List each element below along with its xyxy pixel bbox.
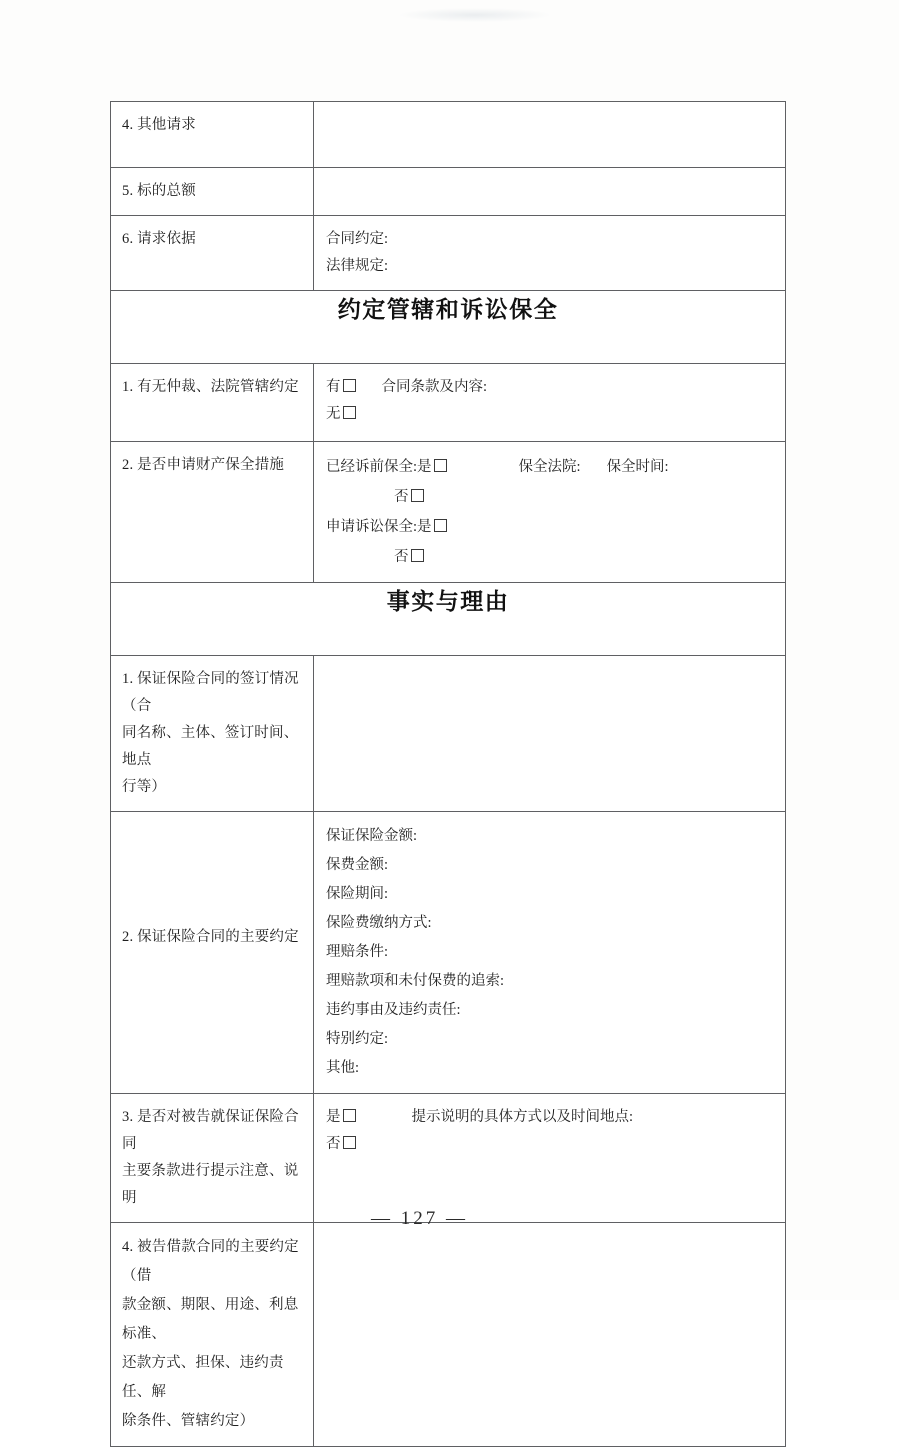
checkbox-disclosure-yes[interactable] (343, 1109, 356, 1122)
row-label: 5. 标的总额 (122, 183, 196, 199)
section-heading-facts: 事实与理由 (111, 583, 786, 656)
row-value-cell-disclosure (314, 1094, 786, 1223)
legal-provision-label: 法律规定: (326, 258, 389, 274)
section-header-row-jurisdiction (111, 291, 786, 364)
option-label-none: 无 (326, 406, 341, 422)
row-label: 6. 请求依据 (122, 231, 196, 247)
table-row (111, 1094, 786, 1223)
term-special-agreement: 特别约定: (326, 1031, 389, 1047)
row-value-cell-total-amount[interactable] (314, 168, 786, 216)
checkbox-litigation-yes[interactable] (434, 519, 447, 532)
row-label-line: 主要条款进行提示注意、说明 (122, 1163, 299, 1206)
preservation-court-label: 保全法院: (518, 459, 581, 475)
row-label-cell-arbitration (111, 364, 314, 442)
term-breach-liability: 违约事由及违约责任: (326, 1002, 461, 1018)
row-value-cell-property-preservation (314, 442, 786, 583)
row-label-cell-disclosure (111, 1094, 314, 1223)
litigation-preservation-label: 申请诉讼保全: (326, 519, 418, 535)
table-row (111, 1223, 786, 1447)
row-value-cell-loan-contract[interactable] (314, 1223, 786, 1447)
term-premium-payment-method: 保险费缴纳方式: (326, 915, 432, 931)
option-label-lit-yes: 是 (417, 519, 432, 535)
row-label-line: 行等） (122, 779, 167, 795)
scan-artifact (400, 8, 550, 22)
contract-agreement-label: 合同约定: (326, 231, 389, 247)
checkbox-disclosure-no[interactable] (343, 1136, 356, 1149)
row-value[interactable] (314, 102, 785, 122)
option-label-pre-yes: 是 (417, 459, 432, 475)
row-label-cell-total-amount (111, 168, 314, 216)
row-label-line: 3. 是否对被告就保证保险合同 (122, 1109, 299, 1152)
row-label-cell-claim-basis (111, 216, 314, 291)
checkbox-litigation-no[interactable] (411, 549, 424, 562)
checkbox-none[interactable] (343, 406, 356, 419)
disclosure-detail-label: 提示说明的具体方式以及时间地点: (411, 1109, 634, 1125)
checkbox-has[interactable] (343, 379, 356, 392)
option-label-pre-no: 否 (394, 489, 409, 505)
row-label: 2. 保证保险合同的主要约定 (122, 929, 299, 945)
row-label-line: 4. 被告借款合同的主要约定（借 (122, 1239, 299, 1284)
legal-form-table (110, 101, 786, 1447)
row-label: 4. 其他请求 (122, 117, 196, 133)
term-claim-recovery: 理赔款项和未付保费的追索: (326, 973, 505, 989)
table-row (111, 102, 786, 168)
row-label-line: 还款方式、担保、违约责任、解 (122, 1355, 284, 1400)
row-value-cell-other-claims[interactable] (314, 102, 786, 168)
table-row (111, 364, 786, 442)
row-label-line: 1. 保证保险合同的签订情况（合 (122, 671, 299, 714)
row-label-cell-loan-contract (111, 1223, 314, 1447)
row-label-cell-main-terms (111, 812, 314, 1094)
preservation-time-label: 保全时间: (606, 459, 669, 475)
table-row (111, 216, 786, 291)
table-row (111, 442, 786, 583)
option-label-lit-no: 否 (394, 549, 409, 565)
term-insured-amount: 保证保险金额: (326, 828, 418, 844)
contract-clause-label: 合同条款及内容: (381, 379, 488, 395)
row-label-line: 款金额、期限、用途、利息标准、 (122, 1297, 299, 1342)
page-number: — 127 — (371, 1208, 468, 1229)
row-value-cell-main-terms (314, 812, 786, 1094)
row-value[interactable] (314, 656, 785, 676)
checkbox-pre-litigation-yes[interactable] (434, 459, 447, 472)
row-value-cell-arbitration (314, 364, 786, 442)
row-label-cell-contract-signing (111, 656, 314, 812)
row-label-cell-property-preservation (111, 442, 314, 583)
row-label: 1. 有无仲裁、法院管辖约定 (122, 379, 299, 395)
term-premium-amount: 保费金额: (326, 857, 389, 873)
row-value[interactable] (314, 168, 785, 188)
term-claim-conditions: 理赔条件: (326, 944, 389, 960)
option-label-disclosure-no: 否 (326, 1136, 341, 1152)
row-label: 2. 是否申请财产保全措施 (122, 457, 285, 473)
section-header-row-facts (111, 583, 786, 656)
term-other: 其他: (326, 1060, 360, 1076)
option-label-disclosure-yes: 是 (326, 1109, 341, 1125)
term-insurance-period: 保险期间: (326, 886, 389, 902)
checkbox-pre-litigation-no[interactable] (411, 489, 424, 502)
table-row (111, 812, 786, 1094)
row-value-cell-contract-signing[interactable] (314, 656, 786, 812)
pre-litigation-preservation-label: 已经诉前保全: (326, 459, 418, 475)
row-label-line: 同名称、主体、签订时间、地点 (122, 725, 299, 768)
table-row (111, 168, 786, 216)
section-heading-jurisdiction: 约定管辖和诉讼保全 (111, 291, 786, 364)
row-label-cell-other-claims (111, 102, 314, 168)
option-label-has: 有 (326, 379, 341, 395)
table-row (111, 656, 786, 812)
row-label-line: 除条件、管辖约定） (122, 1413, 255, 1429)
row-value-cell-claim-basis[interactable] (314, 216, 786, 291)
